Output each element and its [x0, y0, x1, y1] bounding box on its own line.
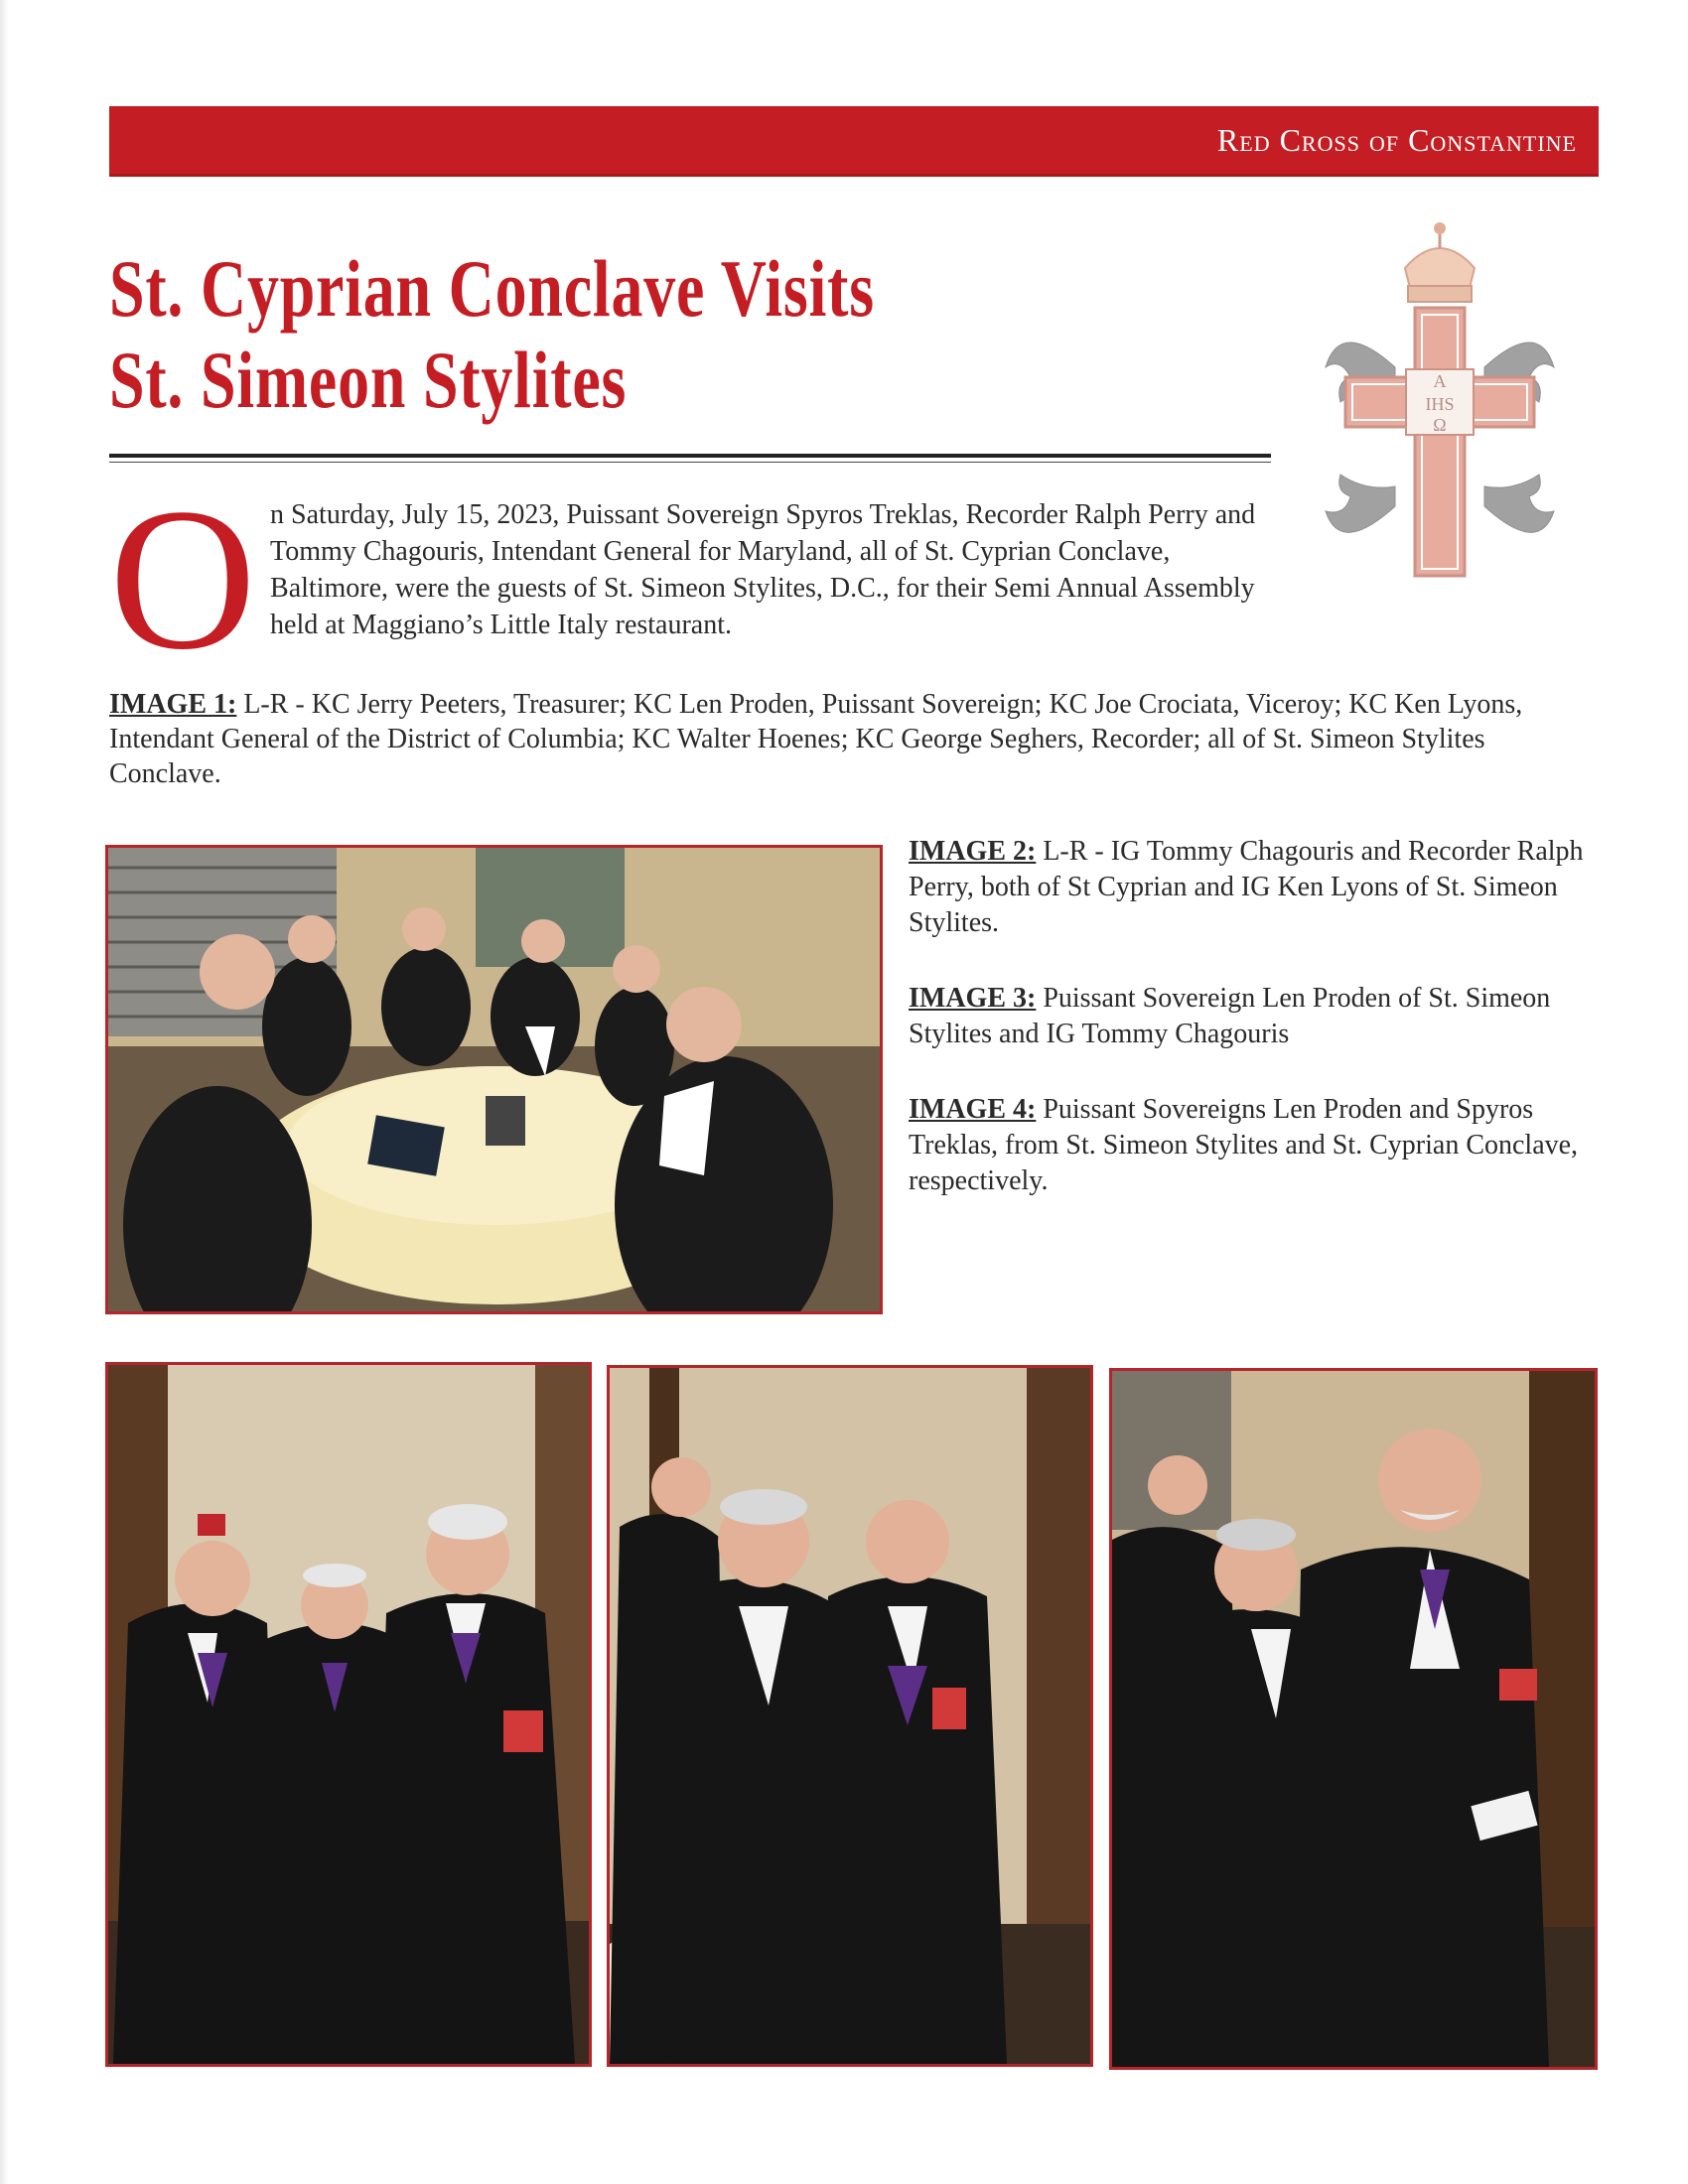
- intro-text: n Saturday, July 15, 2023, Puissant Sovereign Spyros Treklas, Recorder Ralph Perry and Tommy Chagouris, Intendant General for Maryland, all of St. Cyprian Conclave, Baltimore, were the guests of St. Simeon Stylites, D.C., for their Semi Annual Assembly held at Maggiano’s Little Italy restaurant.: [270, 499, 1256, 640]
- red-cross-emblem: [1311, 208, 1569, 586]
- name-badge: [932, 1688, 966, 1729]
- cross-icon: [1345, 308, 1534, 576]
- photo-image-4-two-men: [1109, 1368, 1598, 2070]
- photo-image-3-two-men: [607, 1365, 1093, 2067]
- caption-label: IMAGE 1:: [109, 689, 237, 720]
- caption-label: IMAGE 4:: [909, 1094, 1037, 1125]
- name-badge: [503, 1710, 543, 1752]
- section-title: Red Cross of Constantine: [1216, 122, 1577, 158]
- photo-image-2-three-men: [105, 1362, 592, 2067]
- emblem-omega: Ω: [1433, 415, 1447, 435]
- caption-text: Puissant Sovereign Len Proden of St. Simeon Stylites and IG Tommy Chagouris: [909, 983, 1551, 1049]
- drop-cap: O: [109, 467, 257, 692]
- headline-rule-thin: [109, 462, 1271, 463]
- caption-text: L-R - IG Tommy Chagouris and Recorder Ralph Perry, both of St Cyprian and IG Ken Lyons of St. Simeon Stylites.: [909, 836, 1584, 938]
- article-intro: [109, 467, 1271, 692]
- emblem-alpha: A: [1433, 371, 1447, 391]
- side-captions: [909, 834, 1604, 1239]
- headline-line-2: St. Simeon Stylites: [109, 335, 628, 425]
- section-header-bar: [109, 106, 1599, 177]
- emblem-ihs: IHS: [1425, 394, 1455, 414]
- name-badge: [1499, 1669, 1537, 1701]
- caption-image-1: [109, 687, 1579, 791]
- caption-label: IMAGE 3:: [909, 983, 1037, 1014]
- photo-image-1-dinner-table: [105, 845, 883, 1314]
- headline-rule: [109, 454, 1271, 458]
- caption-image-3: [909, 981, 1604, 1052]
- caption-text: Puissant Sovereigns Len Proden and Spyros Treklas, from St. Simeon Stylites and St. Cyprian Conclave, respectively.: [909, 1094, 1579, 1196]
- page-edge: [0, 0, 8, 2184]
- caption-label: IMAGE 2:: [909, 836, 1037, 867]
- crown-icon: [1405, 222, 1475, 302]
- caption-image-2: [909, 834, 1604, 941]
- caption-text: L-R - KC Jerry Peeters, Treasurer; KC Len Proden, Puissant Sovereign; KC Joe Crociata, Viceroy; KC Ken Lyons, Intendant General of the District of Columbia; KC Walter Hoenes; KC George Seghers, Recorder; all of St. Simeon Stylites Conclave.: [109, 689, 1523, 789]
- headline-line-1: St. Cyprian Conclave Visits: [109, 243, 875, 334]
- caption-image-4: [909, 1092, 1604, 1199]
- article-headline: [109, 243, 1000, 426]
